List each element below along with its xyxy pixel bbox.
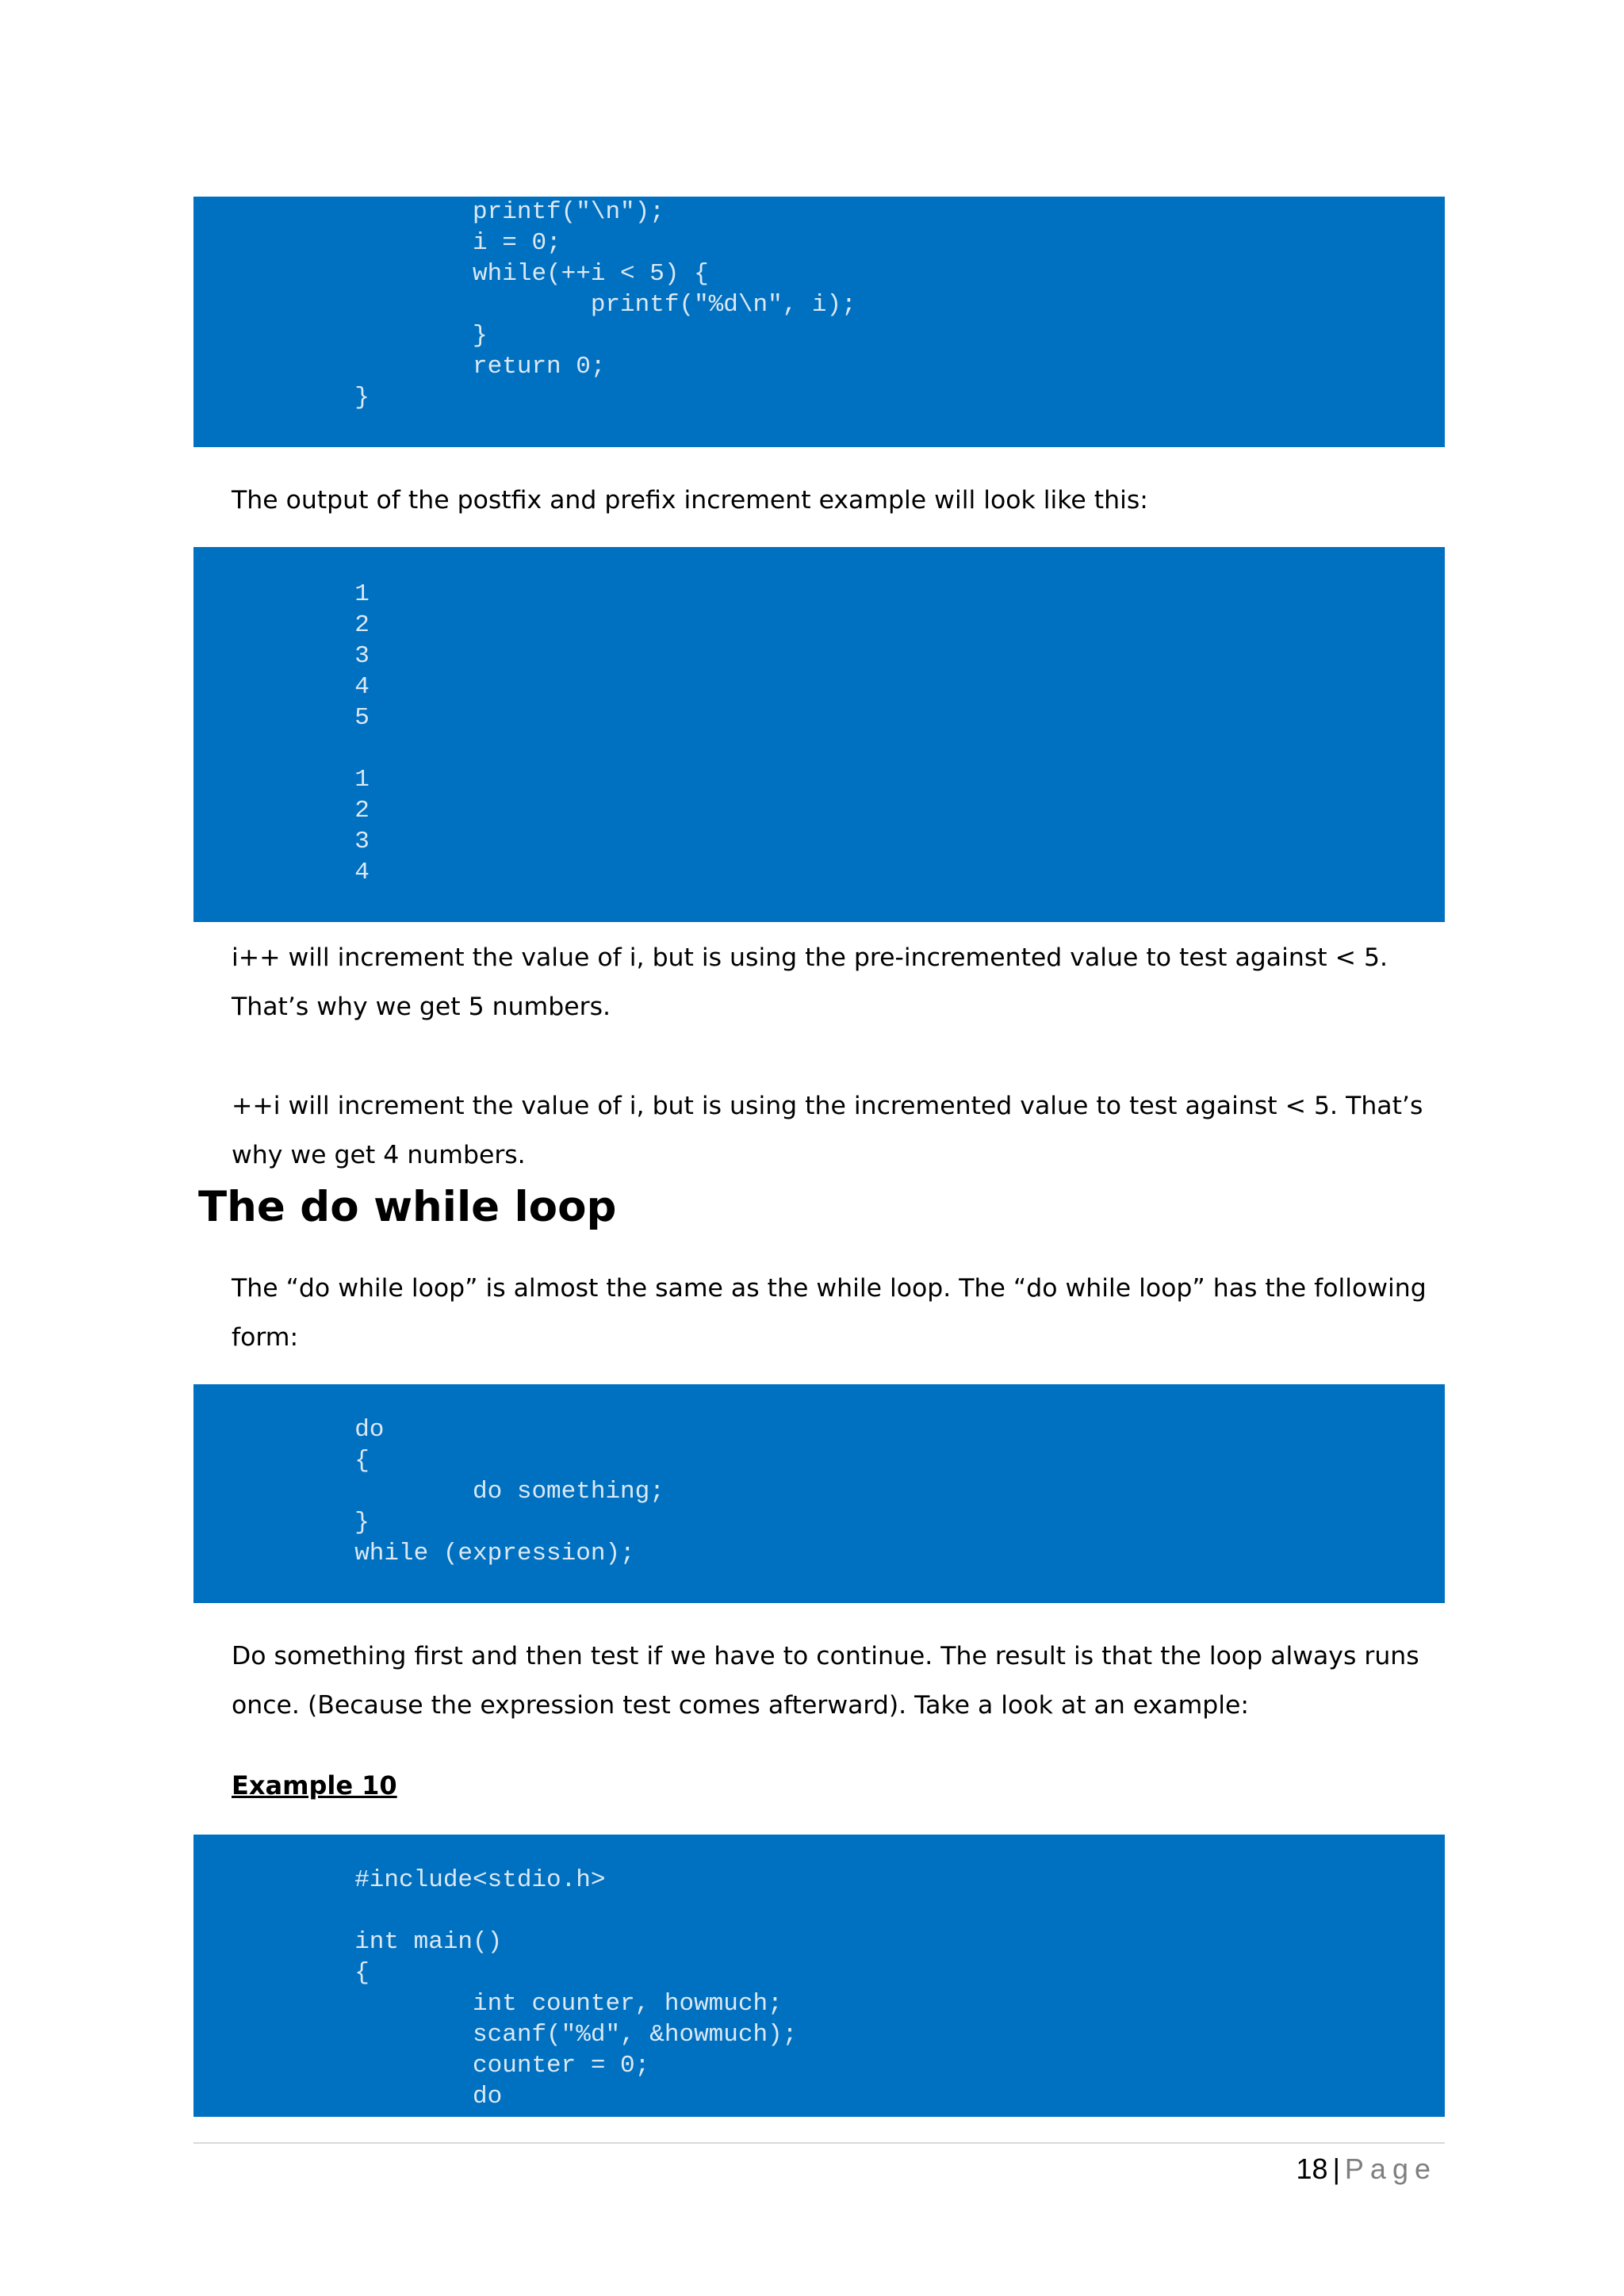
prefix-explanation: ++i will increment the value of i, but is using the incremented value to test against < 5. That’s why we get 4 numbers. [232, 1092, 1423, 1169]
page-number: 18 [1296, 2152, 1328, 2185]
page-footer [1297, 2150, 1437, 2188]
code-text: do { do something; } while (expression); [354, 1416, 665, 1567]
postfix-explanation: i++ will increment the value of i, but is using the pre-incremented value to test against < 5. That’s why we get 5 numbers. [232, 943, 1388, 1021]
code-block-output [193, 547, 1445, 922]
code-block-example [193, 1835, 1445, 2117]
do-while-explanation: Do something first and then test if we have to continue. The result is that the loop always runs once. (Because the expression test comes afterward). Take a look at an example: [232, 1642, 1419, 1720]
footer-divider [193, 2142, 1445, 2144]
example-label: Example 10 [232, 1770, 397, 1800]
code-text: 1 2 3 4 5 1 2 3 4 [354, 580, 370, 886]
page-label: Page [1344, 2152, 1437, 2185]
code-block-do-while-form [193, 1384, 1445, 1603]
code-text: printf("\n"); i = 0; while(++i < 5) { printf("%d\n", i); } return 0; } [354, 198, 856, 411]
code-block-while-end [193, 197, 1445, 447]
section-heading: The do while loop [198, 1183, 617, 1231]
footer-separator: | [1332, 2152, 1340, 2185]
code-text: #include<stdio.h> int main() { int counter, howmuch; scanf("%d", &howmuch); counter = 0; do [354, 1866, 798, 2110]
do-while-intro: The “do while loop” is almost the same as the while loop. The “do while loop” has the following form: [232, 1274, 1427, 1352]
output-intro-text: The output of the postfix and prefix increment example will look like this: [232, 486, 1148, 515]
